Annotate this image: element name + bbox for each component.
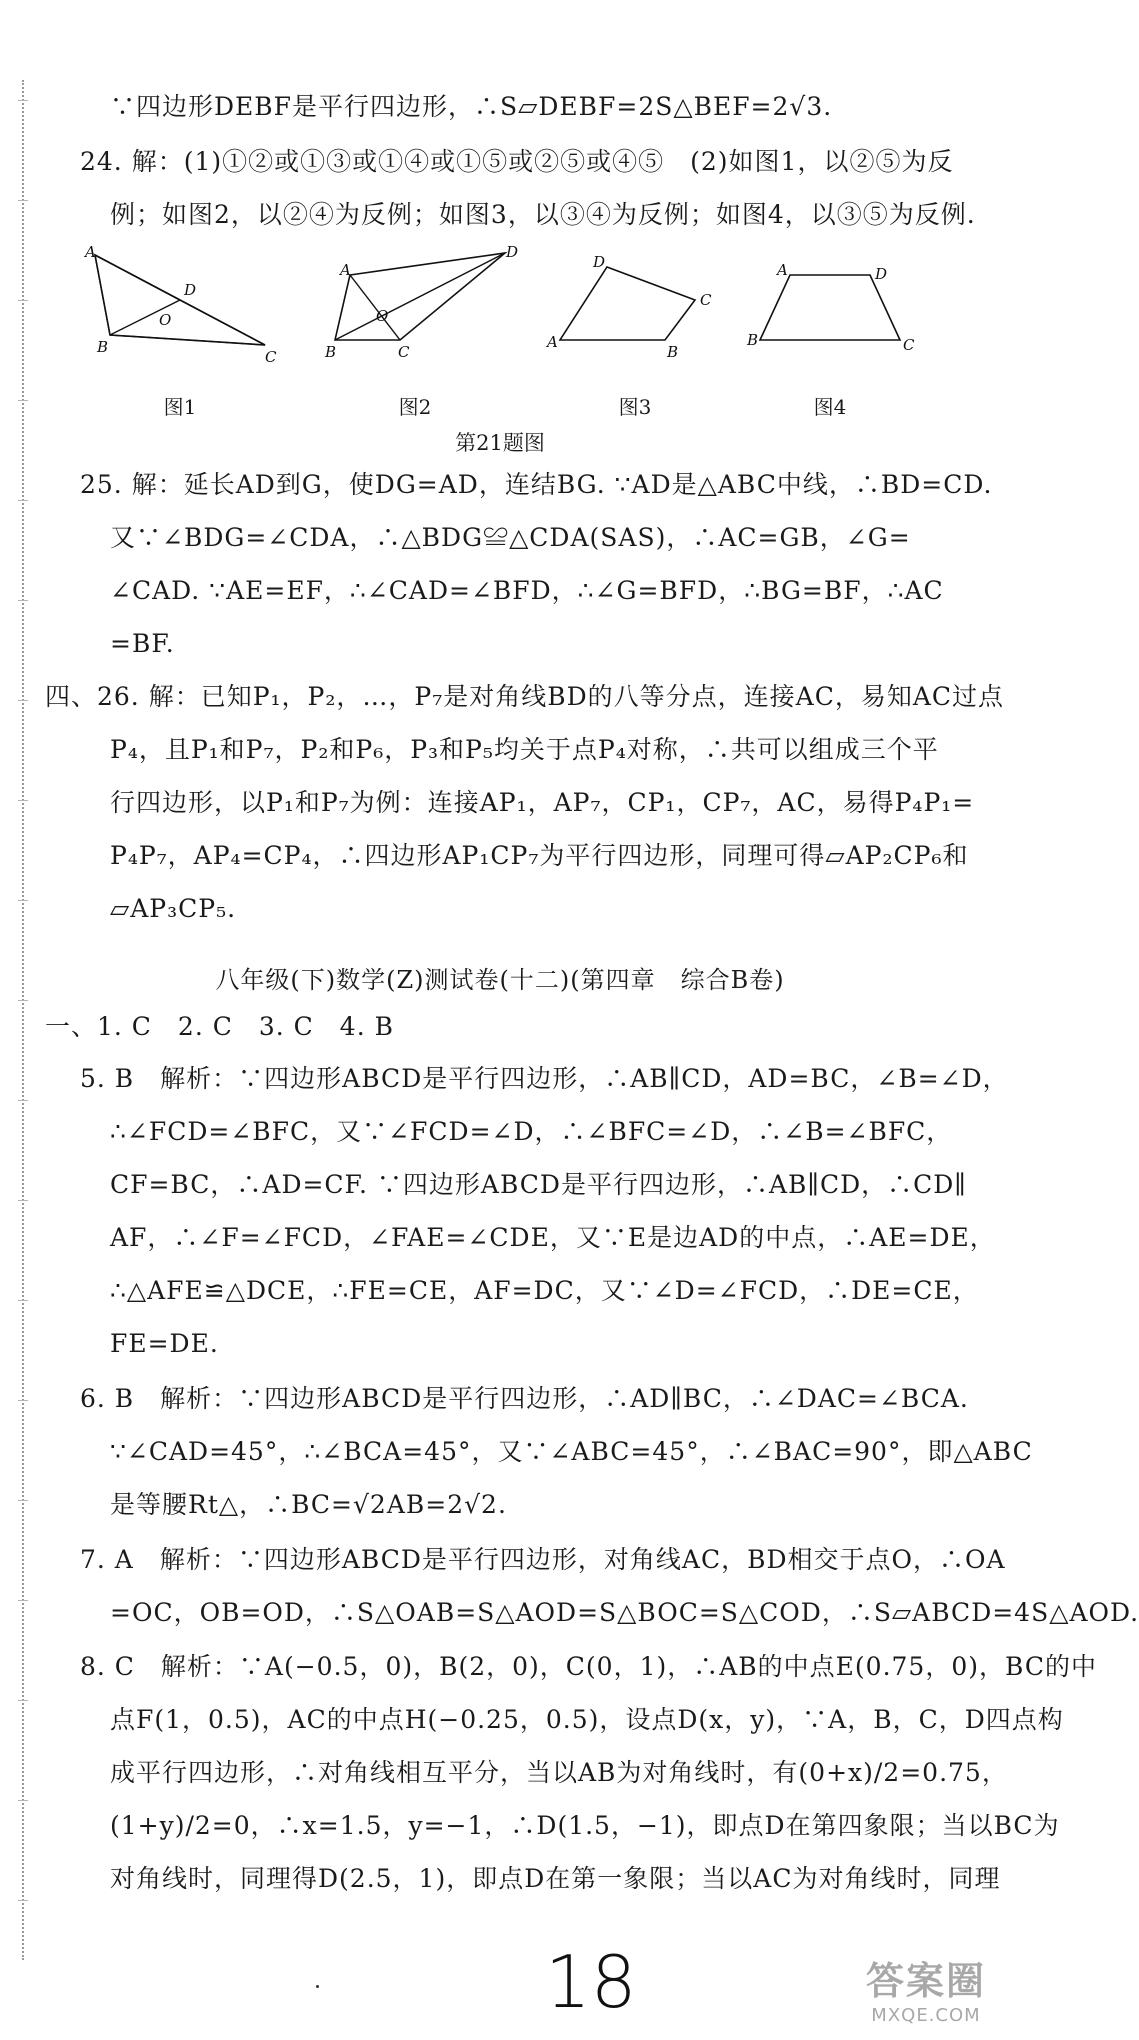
fig2-label-b: B: [325, 343, 337, 361]
section-title: 八年级(下)数学(Z)测试卷(十二)(第四章 综合B卷): [215, 966, 785, 994]
problem-26: 四、26. 解：已知P₁，P₂，…，P₇是对角线BD的八等分点，连接AC，易知AC过点 P₄，且P₁和P₇，P₂和P₆，P₃和P₅均关于点P₄对称，∴共可以组成三个平 行四边形，以P₁和P₇为例：连接AP₁，AP₇，CP₁，CP₇，AC，易得P₄P₁= P₄P₇，AP₄=CP₄，∴四边形AP₁CP₇为平行四边形，同理可得▱AP₂CP₆和 ▱AP₃CP₅.: [45, 682, 1005, 923]
fig3-label-a: A: [547, 333, 558, 351]
problem-24: 24. 解：(1)①②或①③或①④或①⑤或②⑤或④⑤ (2)如图1，以②⑤为反 例；如图2，以②④为反例；如图3，以③④为反例；如图4，以③⑤为反例.: [80, 147, 976, 229]
figure-4-drawing: [745, 245, 915, 385]
fig4-label-d: D: [875, 265, 888, 283]
figure-3-drawing: [545, 245, 725, 385]
figure-title: 第21题图: [455, 431, 545, 455]
answers-part-1: 一、1. C 2. C 3. C 4. B: [45, 1012, 394, 1041]
figure-3: [545, 245, 725, 420]
fig4-label-a: A: [777, 261, 788, 279]
figure-1-caption: 图1: [163, 395, 197, 419]
fig3-label-b: B: [667, 343, 679, 361]
fig4-label-b: B: [747, 331, 759, 349]
fig1-label-b: B: [97, 338, 109, 356]
fig1-label-o: O: [159, 311, 172, 329]
binding-margin: [22, 80, 24, 1960]
figure-1: [85, 245, 275, 420]
watermark: [866, 1950, 986, 2026]
watermark-title: 答案圈: [865, 1959, 986, 2003]
problem-7: 7. A 解析：∵四边形ABCD是平行四边形，对角线AC，BD相交于点O，∴OA =OC，OB=OD，∴S△OAB=S△AOD=S△BOC=S△COD，∴S▱ABCD=4S△AOD.: [80, 1545, 1139, 1627]
fig3-label-c: C: [700, 291, 712, 309]
fig2-label-a: A: [340, 261, 351, 279]
handwritten-page-number: 18: [545, 1940, 637, 2024]
figure-2-caption: 图2: [398, 395, 432, 419]
fig2-label-d: D: [506, 243, 519, 261]
problem-6: 6. B 解析：∵四边形ABCD是平行四边形，∴AD∥BC，∴∠DAC=∠BCA. ∵∠CAD=45°，∴∠BCA=45°，又∵∠ABC=45°，∴∠BAC=90°，即△ABC 是等腰Rt△，∴BC=√2AB=2√2.: [80, 1384, 1033, 1519]
fig1-label-a: A: [85, 243, 96, 261]
problem-23-tail: ∵四边形DEBF是平行四边形，∴S▱DEBF=2S△BEF=2√3.: [110, 92, 833, 121]
figure-2: [320, 243, 519, 420]
figure-1-drawing: [85, 245, 275, 385]
fig2-label-c: C: [398, 343, 410, 361]
fig3-label-d: D: [593, 253, 606, 271]
problem-8: 8. C 解析：∵A(−0.5，0)，B(2，0)，C(0，1)，∴AB的中点E(0.75，0)，BC的中 点F(1，0.5)，AC的中点H(−0.25，0.5)，设点D(x，y)，∵A，B，C，D四点构 成平行四边形，∴对角线相互平分，当以AB为对角线时，有(0+x)/2=0.75， (1+y)/2=0，∴x=1.5，y=−1，∴D(1.5，−1)，即点D在第四象限；当以BC为 对角线时，同理得D(2.5，1)，即点D在第一象限；当以AC为对角线时，同理: [80, 1652, 1097, 1893]
watermark-url: MXQE.COM: [871, 2005, 981, 2026]
fig1-label-c: C: [265, 348, 277, 366]
figure-2-drawing: [320, 243, 519, 385]
stray-dot: [316, 1985, 319, 1988]
figure-4: [745, 245, 915, 420]
fig2-label-o: O: [376, 307, 389, 325]
figure-3-caption: 图3: [618, 395, 652, 419]
figure-row: [85, 245, 915, 420]
fig4-label-c: C: [903, 336, 915, 354]
fig1-label-d: D: [184, 281, 197, 299]
problem-5: 5. B 解析：∵四边形ABCD是平行四边形，∴AB∥CD，AD=BC，∠B=∠D， ∴∠FCD=∠BFC，又∵∠FCD=∠D，∴∠BFC=∠D，∴∠B=∠BFC， CF=BC，∴AD=CF. ∵四边形ABCD是平行四边形，∴AB∥CD，∴CD∥ AF，∴∠F=∠FCD，∠FAE=∠CDE，又∵E是边AD的中点，∴AE=DE， ∴△AFE≌△DCE，∴FE=CE，AF=DC，又∵∠D=∠FCD，∴DE=CE， FE=DE.: [80, 1064, 1009, 1358]
figure-4-caption: 图4: [813, 395, 847, 419]
problem-25: 25. 解：延长AD到G，使DG=AD，连结BG. ∵AD是△ABC中线，∴BD=CD. 又∵∠BDG=∠CDA，∴△BDG≌△CDA(SAS)，∴AC=GB，∠G= ∠CAD. ∵AE=EF，∴∠CAD=∠BFD，∴∠G=BFD，∴BG=BF，∴AC =BF.: [80, 470, 993, 658]
